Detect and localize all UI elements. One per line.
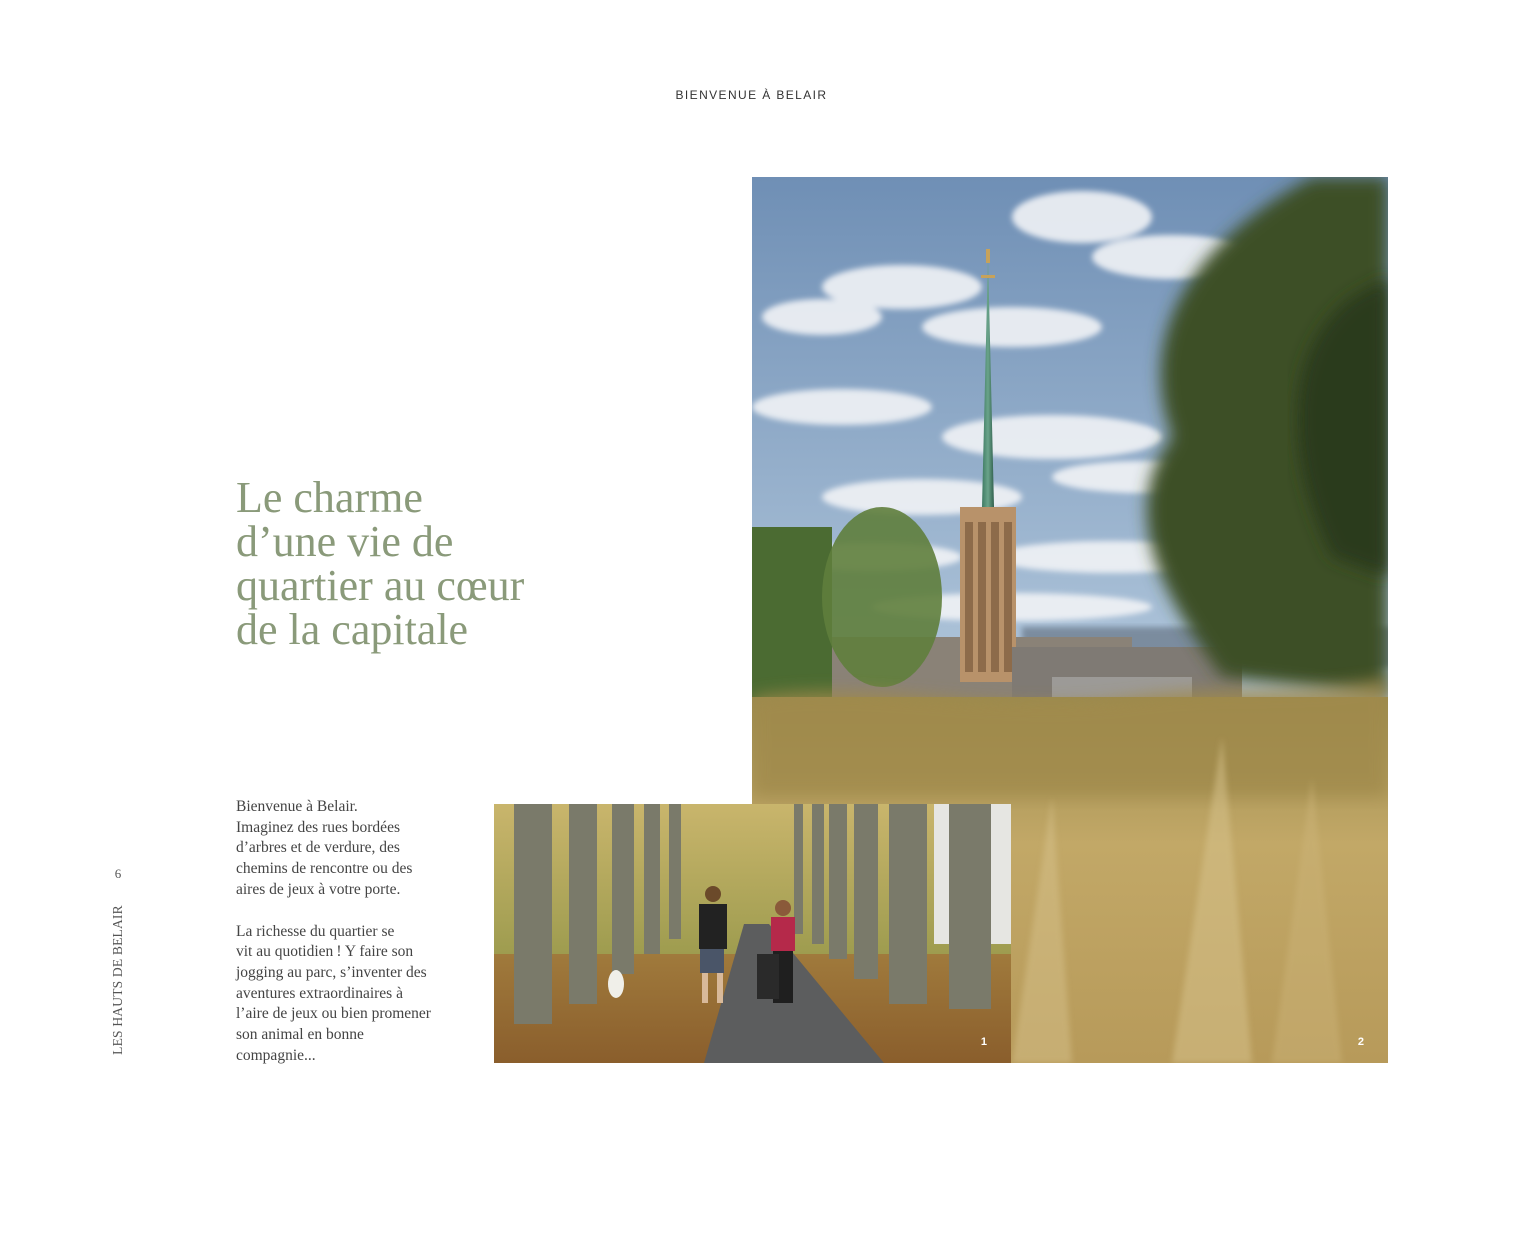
intro-paragraph xyxy=(236,797,486,901)
text-line: vit au quotidien ! Y faire son xyxy=(236,943,414,961)
text-line: son animal en bonne xyxy=(236,1026,364,1044)
headline-line: de la capitale xyxy=(236,605,469,654)
text-line: chemins de rencontre ou des xyxy=(236,860,413,878)
text-line: d’arbres et de verdure, des xyxy=(236,839,400,857)
text-line: Imaginez des rues bordées xyxy=(236,818,400,836)
intro-paragraph xyxy=(236,922,486,1067)
text-line: compagnie... xyxy=(236,1046,316,1064)
section-header: BIENVENUE À BELAIR xyxy=(675,88,828,102)
text-line: aventures extraordinaires à xyxy=(236,984,403,1002)
intro-text xyxy=(236,797,486,1066)
photo-number: 1 xyxy=(980,1036,987,1048)
publication-title: LES HAUTS DE BELAIR xyxy=(110,905,125,1055)
text-line: La richesse du quartier se xyxy=(236,922,395,940)
text-line: Bienvenue à Belair. xyxy=(236,798,358,815)
headline-line: d’une vie de xyxy=(236,517,454,566)
page-number: 6 xyxy=(114,866,122,881)
park-path-photo xyxy=(494,804,1011,1063)
text-line: l’aire de jeux ou bien promener xyxy=(236,1005,431,1023)
headline-line: Le charme xyxy=(236,473,423,522)
page-headline xyxy=(236,473,656,654)
photo-number: 2 xyxy=(1357,1036,1364,1048)
text-line: jogging au parc, s’inventer des xyxy=(236,963,427,981)
headline-line: quartier au cœur xyxy=(236,561,525,610)
text-line: aires de jeux à votre porte. xyxy=(236,880,401,898)
